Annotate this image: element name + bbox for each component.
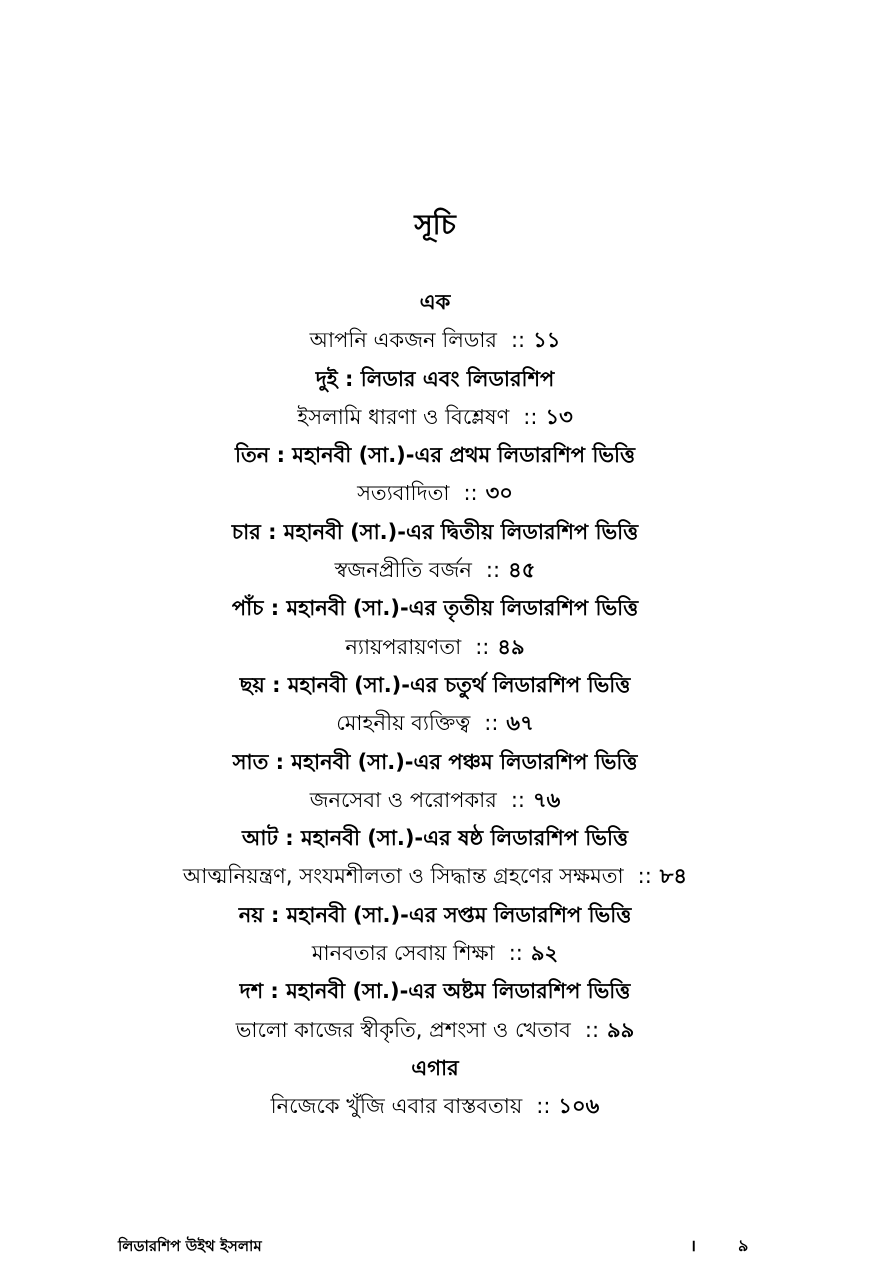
table-of-contents — [0, 283, 870, 1126]
chapter-heading-text: তিন : মহানবী (সা.)-এর প্রথম লিডারশিপ ভিত্তি — [234, 443, 635, 468]
toc-entry-title: ইসলামি ধারণা ও বিশ্লেষণ — [297, 404, 510, 429]
toc-entry-title: স্বজনপ্রীতি বর্জন — [334, 558, 472, 583]
toc-entry[interactable] — [0, 398, 870, 436]
toc-entry-page-number: ৯২ — [530, 941, 559, 966]
toc-entry-separator: :: — [485, 558, 501, 583]
toc-chapter-heading — [0, 283, 870, 321]
toc-entry-separator: :: — [508, 941, 523, 966]
toc-chapter-heading — [0, 513, 870, 551]
toc-entry-title: জনসেবা ও পরোপকার — [309, 787, 497, 812]
toc-entry-title: মানবতার সেবায় শিক্ষা — [311, 941, 495, 966]
toc-entry-title: নিজেকে খুঁজি এবার বাস্তবতায় — [270, 1094, 523, 1119]
toc-entry-title: ন্যায়পরায়ণতা — [345, 634, 462, 659]
toc-entry-page-number: ৩০ — [485, 481, 513, 506]
toc-entry-separator: :: — [523, 404, 538, 429]
footer-book-title: লিডারশিপ উইথ ইসলাম — [118, 1237, 262, 1255]
toc-entry-page-number: ৪৯ — [497, 634, 525, 659]
toc-entry-page-number: ৬৭ — [506, 711, 534, 736]
toc-entry[interactable] — [0, 1011, 870, 1049]
toc-entry-page-number: ১১ — [533, 328, 561, 353]
toc-entry-separator: :: — [475, 634, 490, 659]
toc-entry-separator: :: — [584, 1017, 600, 1042]
page-title: সূচি — [414, 208, 456, 241]
toc-entry-title: আপনি একজন লিডার — [309, 328, 497, 353]
toc-entry-separator: :: — [463, 481, 478, 506]
chapter-heading-text: দশ : মহানবী (সা.)-এর অষ্টম লিডারশিপ ভিত্তি — [239, 979, 631, 1004]
toc-chapter-heading — [0, 743, 870, 781]
toc-entry[interactable] — [0, 474, 870, 512]
chapter-heading-text: ছয় : মহানবী (সা.)-এর চতুর্থ লিডারশিপ ভিত্তি — [239, 672, 631, 697]
toc-entry-separator: :: — [536, 1094, 551, 1119]
toc-entry[interactable] — [0, 1087, 870, 1125]
toc-entry-title: আত্মনিয়ন্ত্রণ, সংযমশীলতা ও সিদ্ধান্ত গ্রহণের সক্ষমতা — [182, 864, 624, 889]
toc-entry-separator: :: — [510, 787, 525, 812]
toc-chapter-heading — [0, 1049, 870, 1087]
toc-entry-separator: :: — [637, 864, 652, 889]
toc-entry-title: সত্যবাদিতা — [357, 481, 450, 506]
footer-page-number: ৯ — [738, 1236, 749, 1255]
toc-entry-title: মোহনীয় ব্যক্তিত্ব — [336, 711, 471, 736]
toc-entry[interactable] — [0, 934, 870, 972]
chapter-heading-text: এগার — [411, 1055, 459, 1080]
toc-chapter-heading — [0, 896, 870, 934]
toc-chapter-heading — [0, 360, 870, 398]
toc-entry[interactable] — [0, 704, 870, 742]
toc-entry-separator: :: — [510, 328, 526, 353]
chapter-heading-text: আট : মহানবী (সা.)-এর ষষ্ঠ লিডারশিপ ভিত্তি — [242, 826, 628, 851]
toc-entry-page-number: ১০৬ — [558, 1094, 600, 1119]
toc-chapter-heading — [0, 589, 870, 627]
toc-chapter-heading — [0, 436, 870, 474]
toc-entry-separator: :: — [484, 711, 499, 736]
toc-entry-title: ভালো কাজের স্বীকৃতি, প্রশংসা ও খেতাব — [235, 1017, 571, 1042]
toc-chapter-heading — [0, 819, 870, 857]
toc-entry[interactable] — [0, 321, 870, 359]
chapter-heading-text: এক — [419, 290, 451, 314]
toc-entry[interactable] — [0, 628, 870, 666]
toc-entry[interactable] — [0, 857, 870, 895]
chapter-heading-text: পাঁচ : মহানবী (সা.)-এর তৃতীয় লিডারশিপ ভিত্তি — [231, 596, 639, 621]
chapter-heading-text: চার : মহানবী (সা.)-এর দ্বিতীয় লিডারশিপ ভিত্তি — [231, 519, 639, 544]
toc-entry-page-number: ৯৯ — [607, 1017, 635, 1042]
toc-entry-page-number: ১৩ — [545, 404, 573, 429]
toc-entry-page-number: ৭৬ — [532, 787, 561, 812]
chapter-heading-text: সাত : মহানবী (সা.)-এর পঞ্চম লিডারশিপ ভিত্তি — [232, 749, 638, 774]
toc-entry-page-number: ৪৫ — [508, 558, 536, 583]
toc-entry[interactable] — [0, 551, 870, 589]
chapter-heading-text: নয় : মহানবী (সা.)-এর সপ্তম লিডারশিপ ভিত্তি — [238, 902, 632, 927]
chapter-heading-text: দুই : লিডার এবং লিডারশিপ — [315, 366, 555, 391]
footer-divider: । — [690, 1236, 697, 1255]
toc-chapter-heading — [0, 666, 870, 704]
toc-entry[interactable] — [0, 781, 870, 819]
toc-chapter-heading — [0, 972, 870, 1010]
toc-entry-page-number: ৮৪ — [659, 864, 688, 889]
